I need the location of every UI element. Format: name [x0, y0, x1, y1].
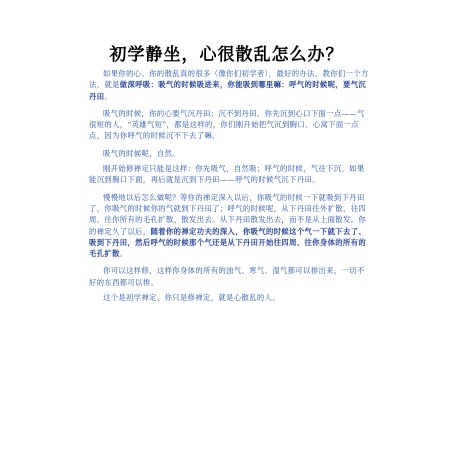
- paragraph-text: 慢慢地以后怎么做呢？等你的禅定深入以后，你吸气的时候一下就吸到下丹田了，你吸气的时候你的气就到下丹田了；呼气的时候呢，从下丹田往外扩散，往四周、往你所有的毛孔扩散、散发出去。从下丹田散发出去，而不是从上面散发。你的禅定久了以后，: [89, 192, 367, 236]
- paragraph-text: 这个是初学禅定，你只是修禅定，就是心散乱的人。: [103, 293, 281, 303]
- paragraph-text: 吸气的时候，你的心要气沉丹田；沉不到丹田，你先沉到心口下面一点——气很短的人，“英雄气短”，都是这样的，你们刚开始把气沉到胸口、心窝下面一点点，因为你呼气的时候沉不下去了嘛。: [89, 108, 365, 141]
- emphasis-text: 做深呼吸：吸气的时候吸进来，你能吸到哪里嘛：呼气的时候呢，要气沉丹田: [89, 80, 367, 101]
- paragraph: [89, 68, 369, 102]
- document-title: 初学静坐，心很散乱怎么办？: [109, 45, 344, 65]
- paragraph: [89, 192, 369, 260]
- emphasis-text: 随着你的禅定功夫的深入，你吸气的时候这个气一下就下去了、吸到下丹田，然后呼气的时候那个气还是从下丹田开始往四周、往你身体的所有的毛孔扩散: [89, 226, 367, 259]
- paragraph: [89, 148, 369, 159]
- paragraph: [89, 163, 369, 186]
- paragraph-text: 如果你的心、你的散乱真的很多（像你们初学者），最好的办法，教你们一个方法，就是: [89, 69, 369, 90]
- paragraph-text: 。: [104, 91, 113, 101]
- paragraph: [89, 108, 369, 142]
- paragraph: [89, 265, 369, 288]
- paragraph-text: 吸气的时候呢，自然。: [103, 148, 180, 158]
- paragraph-text: 刚开始修禅定只能是这样：你先吸气，自然吸；呼气的时候，气往下沉，如果能沉到胸口下面，再后就是沉到下丹田——呼气的时候气沉下丹田。: [89, 164, 365, 185]
- paragraph-text: 你可以这样修，这样你身体的所有的浊气、寒气、湿气都可以排出来，一切不好的东西都可以排。: [89, 266, 365, 287]
- document-body: [89, 68, 369, 309]
- paragraph: [89, 292, 369, 303]
- paragraph-text: 。: [119, 249, 128, 259]
